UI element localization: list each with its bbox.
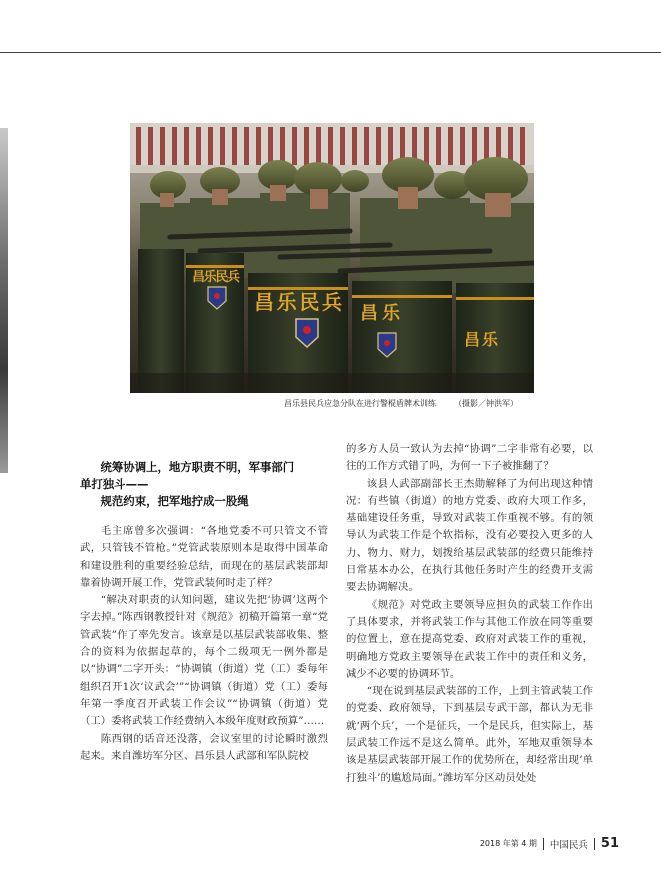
shield-label: 昌乐 bbox=[360, 303, 400, 324]
photo-credit: （摄影／钟洪军） bbox=[454, 399, 518, 408]
footer-divider bbox=[594, 838, 595, 850]
body-paragraph: “解决对职责的认知问题，建议先把‘协调’这两个字去掉。”陈西钢教授针对《规范》初稿开篇第一章“党管武装”作了率先发言。该章是以基层武装部收集、整合的资料为依据起草的，每个二级项无一例外都是以“协调”二字开头：“协调镇（街道）党（工）委每年组织召开1次‘议武会’”“协调镇（街道）党（工）委每年第一季度召开武装工作会议”“协调镇（街道）党（工）委将武装工作经费纳入本级年度财政预算”…… bbox=[80, 594, 328, 728]
article-column-right bbox=[346, 441, 593, 787]
body-paragraph: 的多方人员一致认为去掉“协调”二字非常有必要，以往的工作方式错了吗，为何一下子被推翻了？ bbox=[346, 443, 593, 473]
page-footer bbox=[480, 836, 619, 851]
footer-divider bbox=[543, 838, 544, 850]
body-paragraph: 毛主席曾多次强调：“各地党委不可只管文不管武，只管钱不管枪。”党管武装原则本是取得中国革命和建设胜利的重要经验总结，而现在的基层武装部却靠着协调开展工作，党管武装何时走了样？ bbox=[80, 525, 328, 589]
body-paragraph: 该县人武部副部长王杰勋解释了为何出现这种情况：有些镇（街道）的地方党委、政府大项工作多，基础建设任务重，导致对武装工作重视不够。有的领导认为武装工作是个软指标，没有必要投入更多的人力、物力、财力，划拨给基层武装部的经费只能维持日常基本办公，在执行其他任务时产生的经费开支需要去协调解决。 bbox=[346, 477, 593, 594]
body-paragraph: 《规范》对党政主要领导应担负的武装工作作出了具体要求，并将武装工作与其他工作放在同等重要的位置上，意在提高党委、政府对武装工作的重视，明确地方党政主要领导在武装工作中的责任和义务，减少不必要的协调环节。 bbox=[346, 598, 593, 680]
caption-text: 昌乐县民兵应急分队在进行警棍盾牌术训练 bbox=[284, 399, 436, 408]
body-paragraph: 陈西钢的话音还没落，会议室里的讨论瞬时激烈起来。来自潍坊军分区、昌乐县人武部和军队院校 bbox=[80, 732, 328, 762]
section-heading bbox=[80, 459, 328, 510]
heading-line: 统筹协调上，地方职责不明，军事部门 bbox=[100, 460, 295, 474]
body-paragraph: “现在说到基层武装部的工作，上到主管武装工作的党委、政府领导，下到基层专武干部，都认为无非就‘两个兵’，一个是征兵，一个是民兵，但实际上，基层武装工作远不是这么简单。此外，军地双重领导本该是基层武装部开展工作的优势所在，却经常出现‘单打独斗’的尴尬局面。”潍坊军分区动员处处 bbox=[346, 685, 593, 784]
shield-label: 昌乐 bbox=[464, 330, 498, 349]
heading-line: 规范约束，把军地拧成一股绳 bbox=[100, 494, 249, 508]
issue-label: 2018 年第 4 期 bbox=[479, 839, 537, 848]
page-number: 51 bbox=[600, 836, 619, 851]
article-column-left bbox=[80, 459, 328, 765]
photo-caption bbox=[284, 398, 544, 409]
facing-page-image-edge bbox=[0, 128, 8, 473]
shield-label: 昌乐民兵 bbox=[192, 270, 240, 285]
shield-label: 昌乐民兵 bbox=[254, 290, 342, 314]
magazine-name: 中国民兵 bbox=[549, 839, 588, 851]
header-rule bbox=[0, 52, 661, 53]
militia-training-photo bbox=[130, 123, 534, 393]
heading-line: 单打独斗—— bbox=[80, 477, 149, 491]
